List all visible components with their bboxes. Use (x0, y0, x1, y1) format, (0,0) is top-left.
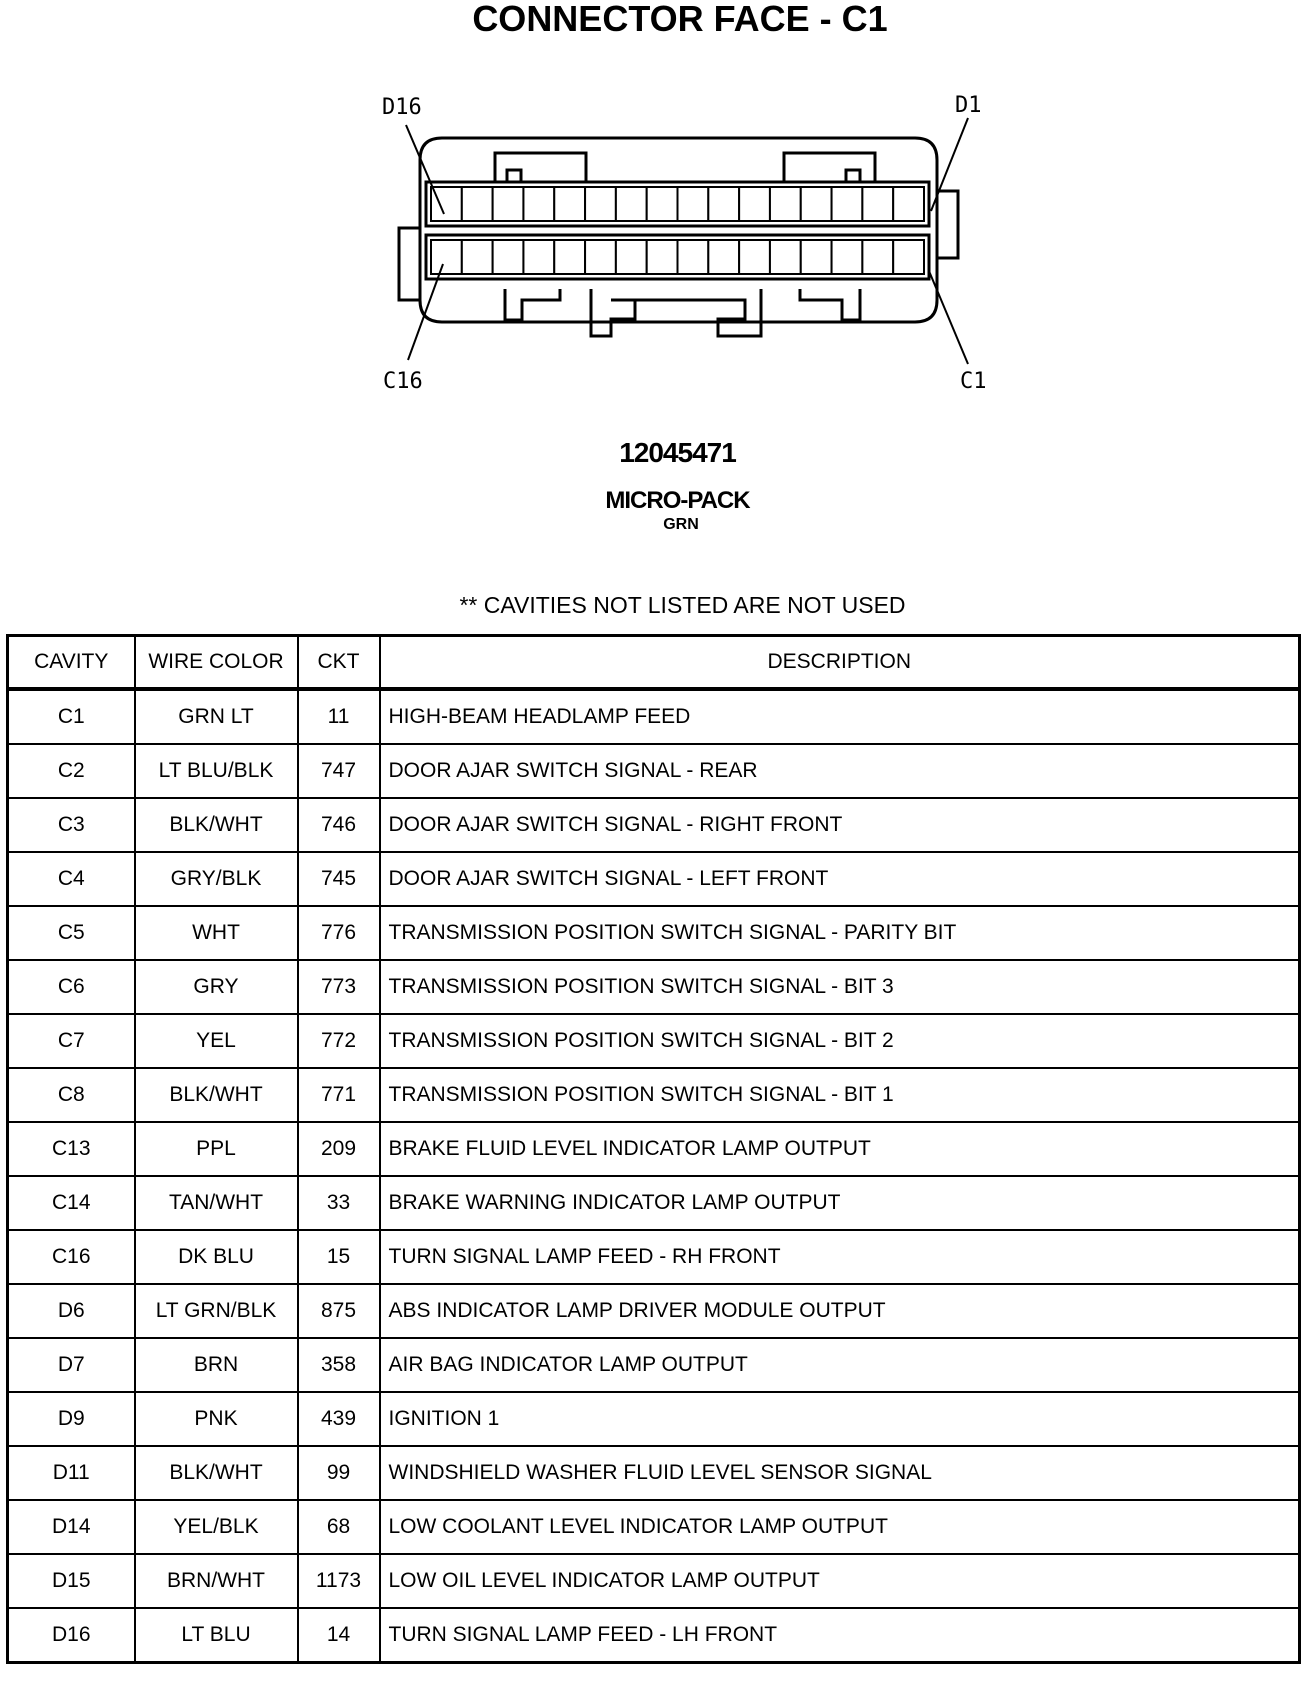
cell-wire-color: WHT (135, 906, 298, 960)
cell-ckt: 1173 (298, 1554, 380, 1608)
cell-cavity: C1 (8, 689, 135, 744)
table-row (8, 798, 1300, 852)
table-row (8, 1014, 1300, 1068)
table-row (8, 1392, 1300, 1446)
cell-ckt: 745 (298, 852, 380, 906)
cavity (678, 240, 709, 274)
cell-wire-color: BLK/WHT (135, 798, 298, 852)
label-bottom-left: C16 (383, 369, 423, 394)
cell-cavity: C6 (8, 960, 135, 1014)
top-latch-left (495, 153, 586, 182)
part-number: 12045471 (619, 437, 736, 468)
bottom-key-right (800, 289, 860, 320)
cell-cavity: C7 (8, 1014, 135, 1068)
cavity (739, 187, 770, 221)
cavity (647, 187, 678, 221)
cavity (739, 240, 770, 274)
connector-color: GRN (663, 516, 699, 533)
cavity (462, 240, 493, 274)
cell-wire-color: BRN/WHT (135, 1554, 298, 1608)
cavity (493, 240, 524, 274)
header-description: DESCRIPTION (380, 636, 1300, 690)
cell-wire-color: BLK/WHT (135, 1068, 298, 1122)
label-top-right: D1 (955, 93, 982, 118)
connector-type: MICRO-PACK (605, 487, 750, 514)
table-header-row (8, 636, 1300, 690)
cell-description: TRANSMISSION POSITION SWITCH SIGNAL - BIT 1 (380, 1068, 1300, 1122)
cell-ckt: 746 (298, 798, 380, 852)
cell-wire-color: PNK (135, 1392, 298, 1446)
cell-ckt: 771 (298, 1068, 380, 1122)
cell-description: BRAKE FLUID LEVEL INDICATOR LAMP OUTPUT (380, 1122, 1300, 1176)
cell-description: ABS INDICATOR LAMP DRIVER MODULE OUTPUT (380, 1284, 1300, 1338)
cell-wire-color: GRY (135, 960, 298, 1014)
table-row (8, 1554, 1300, 1608)
leader-c1 (929, 271, 968, 364)
table-row (8, 960, 1300, 1014)
cell-ckt: 33 (298, 1176, 380, 1230)
cavity (647, 240, 678, 274)
cell-ckt: 439 (298, 1392, 380, 1446)
cell-description: TRANSMISSION POSITION SWITCH SIGNAL - BIT 2 (380, 1014, 1300, 1068)
table-row (8, 1230, 1300, 1284)
cell-wire-color: LT BLU (135, 1608, 298, 1663)
cell-ckt: 209 (298, 1122, 380, 1176)
pinout-table-body (8, 689, 1300, 1663)
cell-wire-color: LT GRN/BLK (135, 1284, 298, 1338)
cavity (801, 240, 832, 274)
cell-wire-color: BRN (135, 1338, 298, 1392)
cell-cavity: D7 (8, 1338, 135, 1392)
right-side-tab (937, 191, 958, 258)
cell-description: TRANSMISSION POSITION SWITCH SIGNAL - PARITY BIT (380, 906, 1300, 960)
table-row (8, 1122, 1300, 1176)
table-row (8, 1608, 1300, 1663)
cell-wire-color: LT BLU/BLK (135, 744, 298, 798)
cell-cavity: C2 (8, 744, 135, 798)
cavity (493, 187, 524, 221)
bottom-key-left (505, 289, 560, 320)
cell-description: TRANSMISSION POSITION SWITCH SIGNAL - BIT 3 (380, 960, 1300, 1014)
header-wire-color: WIRE COLOR (135, 636, 298, 690)
table-row (8, 689, 1300, 744)
table-row (8, 1284, 1300, 1338)
pinout-table (6, 634, 1301, 1664)
connector-face-diagram (0, 0, 1312, 430)
cell-cavity: D6 (8, 1284, 135, 1338)
cavity (678, 187, 709, 221)
cell-cavity: C14 (8, 1176, 135, 1230)
header-ckt: CKT (298, 636, 380, 690)
header-cavity: CAVITY (8, 636, 135, 690)
cavity (832, 187, 863, 221)
cell-description: LOW OIL LEVEL INDICATOR LAMP OUTPUT (380, 1554, 1300, 1608)
cell-ckt: 875 (298, 1284, 380, 1338)
cell-cavity: D11 (8, 1446, 135, 1500)
cell-wire-color: GRN LT (135, 689, 298, 744)
cell-ckt: 747 (298, 744, 380, 798)
cell-wire-color: YEL (135, 1014, 298, 1068)
cell-ckt: 14 (298, 1608, 380, 1663)
cavity-rows (426, 182, 929, 279)
cell-wire-color: GRY/BLK (135, 852, 298, 906)
cell-description: WINDSHIELD WASHER FLUID LEVEL SENSOR SIGNAL (380, 1446, 1300, 1500)
cell-cavity: C16 (8, 1230, 135, 1284)
cavity (585, 187, 616, 221)
cavity (523, 187, 554, 221)
cavity (585, 240, 616, 274)
cell-wire-color: YEL/BLK (135, 1500, 298, 1554)
cell-cavity: C5 (8, 906, 135, 960)
table-row (8, 1338, 1300, 1392)
table-row (8, 1500, 1300, 1554)
cavity (616, 187, 647, 221)
cell-description: BRAKE WARNING INDICATOR LAMP OUTPUT (380, 1176, 1300, 1230)
table-row (8, 906, 1300, 960)
cell-ckt: 773 (298, 960, 380, 1014)
cell-ckt: 68 (298, 1500, 380, 1554)
cell-description: DOOR AJAR SWITCH SIGNAL - REAR (380, 744, 1300, 798)
cell-cavity: C4 (8, 852, 135, 906)
cell-cavity: C8 (8, 1068, 135, 1122)
table-row (8, 852, 1300, 906)
cell-cavity: D14 (8, 1500, 135, 1554)
cell-cavity: D9 (8, 1392, 135, 1446)
cavity (708, 240, 739, 274)
cavity (462, 187, 493, 221)
cell-ckt: 15 (298, 1230, 380, 1284)
cavity (554, 187, 585, 221)
cell-description: AIR BAG INDICATOR LAMP OUTPUT (380, 1338, 1300, 1392)
cell-ckt: 776 (298, 906, 380, 960)
cell-description: IGNITION 1 (380, 1392, 1300, 1446)
cell-ckt: 358 (298, 1338, 380, 1392)
cell-wire-color: TAN/WHT (135, 1176, 298, 1230)
cavity (554, 240, 585, 274)
table-row (8, 1176, 1300, 1230)
cell-description: TURN SIGNAL LAMP FEED - LH FRONT (380, 1608, 1300, 1663)
cell-cavity: C3 (8, 798, 135, 852)
cavity (616, 240, 647, 274)
page-title: CONNECTOR FACE - C1 (472, 0, 888, 39)
cell-cavity: D16 (8, 1608, 135, 1663)
label-bottom-right: C1 (960, 369, 987, 394)
cell-description: DOOR AJAR SWITCH SIGNAL - RIGHT FRONT (380, 798, 1300, 852)
cell-description: HIGH-BEAM HEADLAMP FEED (380, 689, 1300, 744)
label-top-left: D16 (382, 95, 422, 120)
cell-ckt: 11 (298, 689, 380, 744)
cavity (893, 187, 924, 221)
cell-wire-color: PPL (135, 1122, 298, 1176)
table-row (8, 1068, 1300, 1122)
cavity (431, 240, 462, 274)
bottom-key-center (591, 289, 761, 336)
cavity (770, 187, 801, 221)
cell-cavity: D15 (8, 1554, 135, 1608)
cavity (523, 240, 554, 274)
cell-description: LOW COOLANT LEVEL INDICATOR LAMP OUTPUT (380, 1500, 1300, 1554)
cell-wire-color: BLK/WHT (135, 1446, 298, 1500)
table-row (8, 744, 1300, 798)
cavity (893, 240, 924, 274)
cell-ckt: 772 (298, 1014, 380, 1068)
cavity (862, 240, 893, 274)
cavity (832, 240, 863, 274)
cavity (801, 187, 832, 221)
cell-ckt: 99 (298, 1446, 380, 1500)
unused-cavities-note: ** CAVITIES NOT LISTED ARE NOT USED (459, 592, 906, 618)
cavity (770, 240, 801, 274)
cell-description: TURN SIGNAL LAMP FEED - RH FRONT (380, 1230, 1300, 1284)
left-side-tab (399, 228, 420, 300)
cell-description: DOOR AJAR SWITCH SIGNAL - LEFT FRONT (380, 852, 1300, 906)
table-row (8, 1446, 1300, 1500)
cavity (708, 187, 739, 221)
cell-cavity: C13 (8, 1122, 135, 1176)
cell-wire-color: DK BLU (135, 1230, 298, 1284)
cavity (862, 187, 893, 221)
